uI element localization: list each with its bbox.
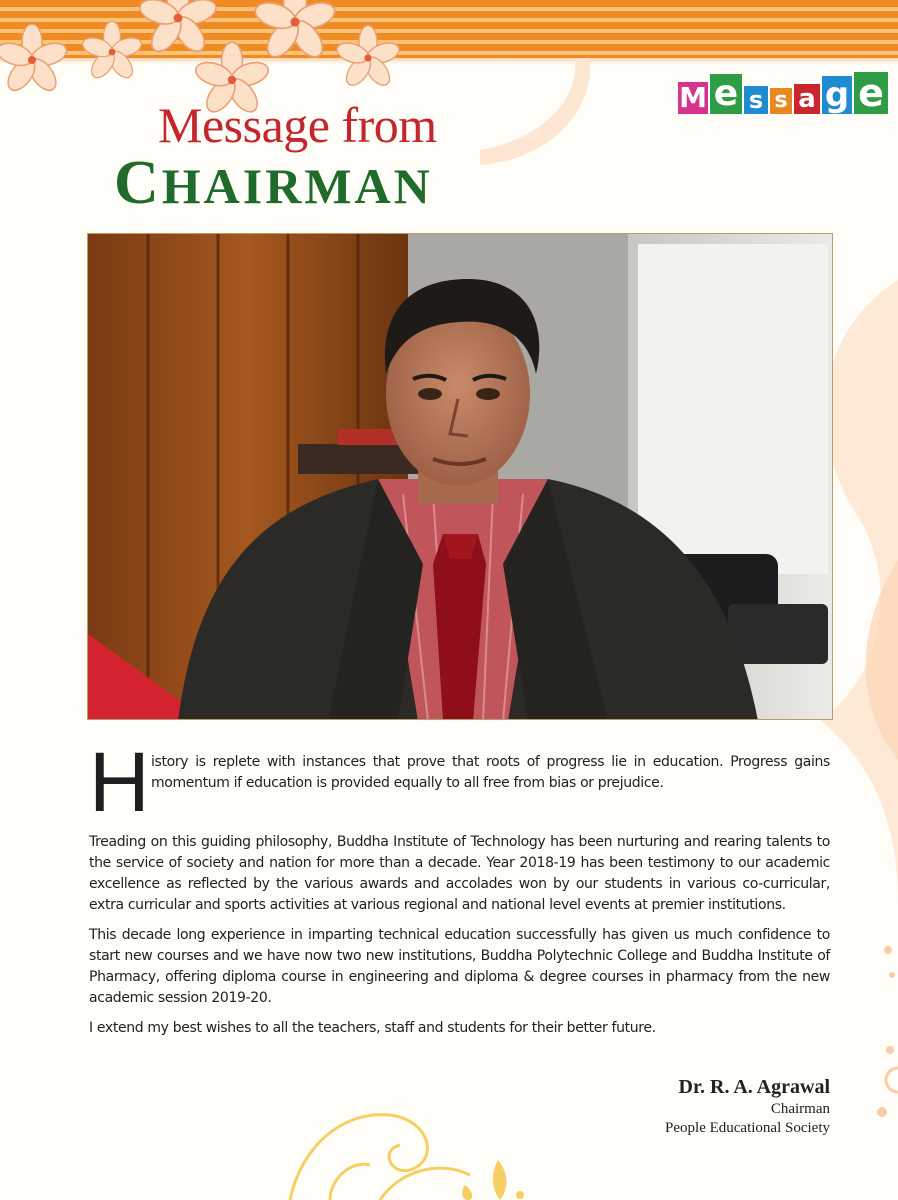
badge-letter: e	[854, 72, 888, 114]
badge-letter: a	[794, 84, 820, 114]
badge-letter: s	[770, 88, 792, 114]
badge-letter: s	[744, 86, 768, 114]
signatory-name: Dr. R. A. Agrawal	[678, 1076, 830, 1098]
title-chairman-initial: C	[114, 149, 162, 217]
badge-letter: e	[710, 74, 742, 114]
message-paragraph-2: Treading on this guiding philosophy, Buddha Institute of Technology has been nurturing and rearing talents to the service of society and nation for more than a decade. Year 2018-19 has been testimony to our academic excellence as reflected by the various awards and accolades won by our students in various co-curricular, extra curricular and sports activities at various regional and national level events at premier institutions.	[89, 834, 830, 913]
badge-letter: g	[822, 76, 852, 114]
title-chairman	[114, 149, 433, 217]
signature-block	[665, 1074, 830, 1138]
signatory-role: Chairman	[770, 1101, 830, 1117]
chairman-photo	[87, 233, 833, 720]
message-paragraph-1	[89, 735, 830, 829]
title-message-from: Message from	[158, 97, 437, 153]
message-paragraph-1-text: istory is replete with instances that prove that roots of progress lie in education. Progress gains momentum if education is provided equally to all free from bias or prejudice.	[151, 754, 830, 791]
message-paragraph-3: This decade long experience in imparting technical education successfully has given us much confidence to start new courses and we have now two new institutions, Buddha Polytechnic College and Buddha Institute of Pharmacy, offering diploma course in engineering and diploma & degree courses in pharmacy from the new academic session 2019-20.	[89, 927, 830, 1006]
badge-letter: M	[679, 81, 707, 114]
signatory-organization: People Educational Society	[665, 1120, 830, 1136]
message-body	[89, 735, 830, 1048]
message-badge	[678, 72, 888, 114]
drop-cap: H	[89, 735, 150, 829]
portrait-photo-icon	[88, 234, 833, 720]
message-paragraph-4: I extend my best wishes to all the teachers, staff and students for their better future.	[89, 1020, 656, 1036]
title-chairman-rest: HAIRMAN	[161, 158, 433, 214]
